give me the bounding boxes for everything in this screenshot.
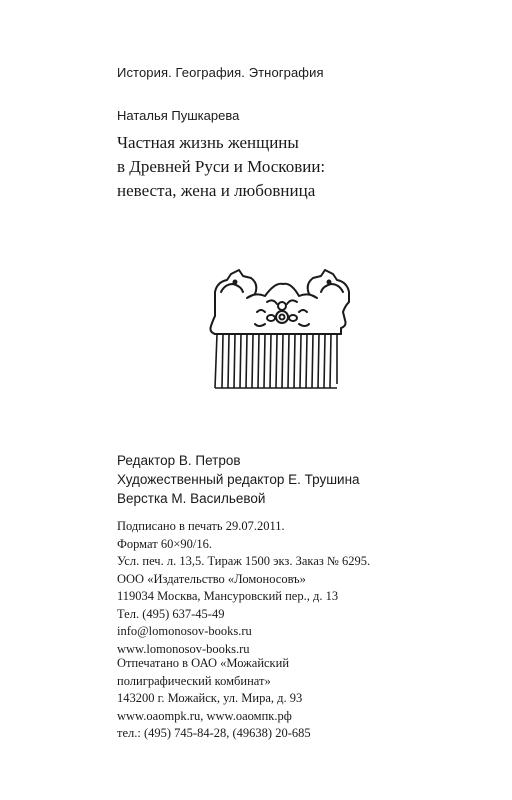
series-heading: История. География. Этнография — [117, 65, 324, 80]
book-title — [117, 131, 325, 203]
printer-websites: www.oaompk.ru, www.оаомпк.рф — [117, 708, 292, 723]
imprint-line: Формат 60×90/16. — [117, 536, 212, 551]
editorial-credits — [117, 451, 360, 508]
publisher-imprint — [117, 518, 370, 658]
printer-line: 143200 г. Можайск, ул. Мира, д. 93 — [117, 691, 303, 705]
comb-icon — [195, 262, 370, 397]
printer-info — [117, 655, 311, 743]
imprint-line: Тел. (495) 637-45-49 — [117, 606, 225, 621]
printer-line: Отпечатано в ОАО «Можайский — [117, 656, 290, 670]
imprint-line: Подписано в печать 29.07.2011. — [117, 519, 285, 533]
credit-line: Верстка М. Васильевой — [117, 491, 266, 506]
title-line: в Древней Руси и Московии: — [117, 157, 326, 176]
imprint-line: 119034 Москва, Мансуровский пер., д. 13 — [117, 589, 339, 603]
title-line: невеста, жена и любовница — [117, 181, 316, 200]
imprint-line: ООО «Издательство «Ломоносовъ» — [117, 571, 306, 586]
title-line: Частная жизнь женщины — [117, 133, 299, 152]
printer-phones: тел.: (495) 745-84-28, (49638) 20-685 — [117, 726, 311, 740]
imprint-website: www.lomonosov-books.ru — [117, 641, 250, 656]
printer-line: полиграфический комбинат» — [117, 673, 271, 688]
imprint-line: Усл. печ. л. 13,5. Тираж 1500 экз. Заказ № 6295. — [117, 554, 371, 568]
credit-line: Художественный редактор Е. Трушина — [117, 472, 360, 487]
credit-line: Редактор В. Петров — [117, 453, 241, 468]
imprint-email: info@lomonosov-books.ru — [117, 624, 252, 638]
author-name: Наталья Пушкарева — [117, 108, 240, 123]
comb-illustration — [195, 262, 370, 397]
